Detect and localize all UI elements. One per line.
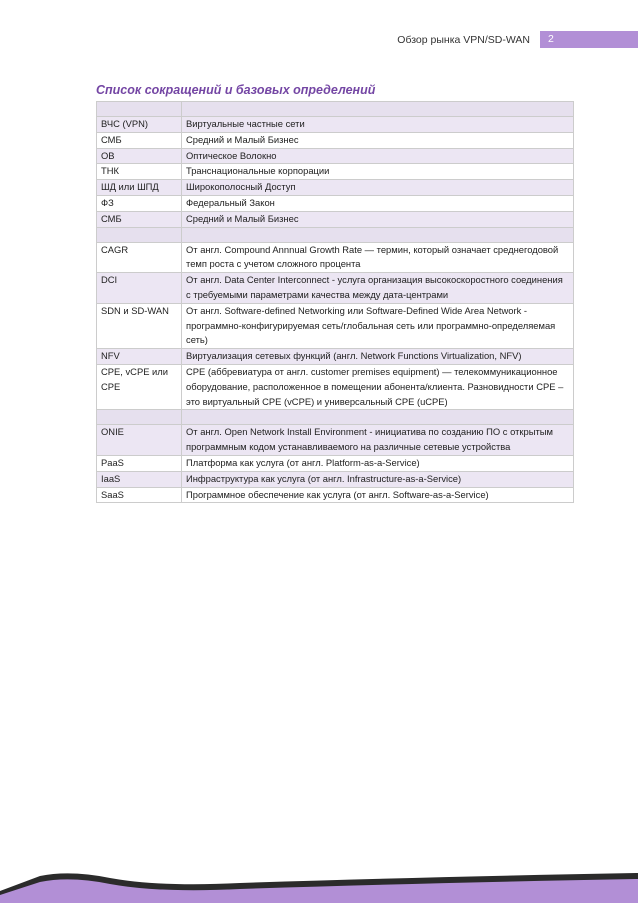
table-spacer-row	[97, 102, 574, 117]
definition-cell: Программное обеспечение как услуга (от англ. Software-as-a-Service)	[182, 487, 574, 503]
table-row	[97, 273, 574, 304]
abbreviation-cell: SaaS	[97, 487, 182, 503]
definition-cell: Федеральный Закон	[182, 195, 574, 211]
definition-cell: От англ. Compound Annnual Growth Rate — термин, который означает среднегодовой темп роста с учетом сложного процента	[182, 242, 574, 273]
definition-cell	[182, 410, 574, 425]
table-row	[97, 117, 574, 133]
abbreviations-table	[96, 101, 574, 503]
abbreviation-cell: NFV	[97, 349, 182, 365]
abbreviation-cell: CPE, vCPE или CPE	[97, 364, 182, 409]
abbreviation-cell	[97, 227, 182, 242]
definition-cell: Платформа как услуга (от англ. Platform-as-a-Service)	[182, 455, 574, 471]
definition-cell: Транснациональные корпорации	[182, 164, 574, 180]
abbreviation-cell: ФЗ	[97, 195, 182, 211]
table-row	[97, 180, 574, 196]
abbreviation-cell	[97, 102, 182, 117]
definition-cell: Широкополосный Доступ	[182, 180, 574, 196]
abbreviation-cell: ВЧС (VPN)	[97, 117, 182, 133]
abbreviation-cell: ONIE	[97, 425, 182, 456]
table-row	[97, 148, 574, 164]
definition-cell: Средний и Малый Бизнес	[182, 211, 574, 227]
abbreviation-cell	[97, 410, 182, 425]
footer-decoration	[0, 843, 638, 903]
definition-cell: Виртуальные частные сети	[182, 117, 574, 133]
abbreviation-cell: СМБ	[97, 132, 182, 148]
header-title: Обзор рынка VPN/SD-WAN	[397, 34, 530, 46]
table-row	[97, 211, 574, 227]
page-number: 2	[540, 31, 638, 48]
definition-cell: CPE (аббревиатура от англ. customer premises equipment) — телекоммуникационное оборудование, расположенное в помещении абонента/клиента. Разновидности CPE – это виртуальный CPE (vCPE) и универсальный CPE (uCPE)	[182, 364, 574, 409]
definition-cell: От англ. Software-defined Networking или Software-Defined Wide Area Network - программно-конфигурируемая сеть/глобальная сеть или программно-определяемая сеть)	[182, 303, 574, 348]
table-row	[97, 349, 574, 365]
table-spacer-row	[97, 227, 574, 242]
abbreviation-cell: DCI	[97, 273, 182, 304]
definition-cell	[182, 102, 574, 117]
definition-cell: Виртуализация сетевых функций (англ. Network Functions Virtualization, NFV)	[182, 349, 574, 365]
definition-cell: От англ. Data Center Interconnect - услуга организация высокоскоростного соединения с требуемыми параметрами качества между дата-центрами	[182, 273, 574, 304]
abbreviation-cell: IaaS	[97, 471, 182, 487]
table-spacer-row	[97, 410, 574, 425]
table-row	[97, 132, 574, 148]
abbreviation-cell: SDN и SD-WAN	[97, 303, 182, 348]
abbreviation-cell: PaaS	[97, 455, 182, 471]
table-row	[97, 471, 574, 487]
table-row	[97, 487, 574, 503]
definition-cell: От англ. Open Network Install Environment - инициатива по созданию ПО с открытым программным кодом устанавливаемого на различные сетевые устройства	[182, 425, 574, 456]
table-row	[97, 425, 574, 456]
section-title: Список сокращений и базовых определений	[96, 83, 376, 97]
abbreviation-cell: CAGR	[97, 242, 182, 273]
definition-cell: Средний и Малый Бизнес	[182, 132, 574, 148]
abbreviation-cell: ШД или ШПД	[97, 180, 182, 196]
definition-cell: Инфраструктура как услуга (от англ. Infrastructure-as-a-Service)	[182, 471, 574, 487]
table-row	[97, 303, 574, 348]
abbreviation-cell: СМБ	[97, 211, 182, 227]
table-row	[97, 364, 574, 409]
definition-cell: Оптическое Волокно	[182, 148, 574, 164]
definition-cell	[182, 227, 574, 242]
abbreviation-cell: ТНК	[97, 164, 182, 180]
table-row	[97, 242, 574, 273]
table-row	[97, 455, 574, 471]
table-row	[97, 195, 574, 211]
abbreviation-cell: ОВ	[97, 148, 182, 164]
table-row	[97, 164, 574, 180]
